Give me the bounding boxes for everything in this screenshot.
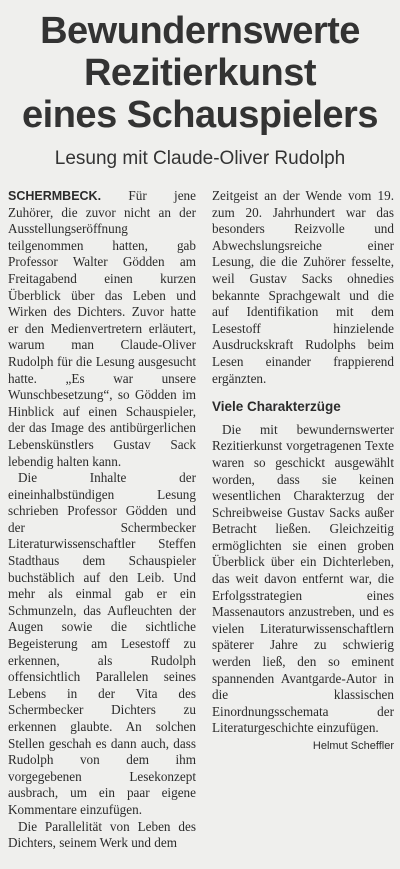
byline: Helmut Scheffler xyxy=(312,740,394,752)
paragraph-2: Die Inhalte der eineinhalbstündigen Lesung schrieben Professor Gödden und der Schermbecker Literaturwissenschaftler Steffen Stadthaus dem Schauspieler buchstäblich auf den Leib. Und mehr als einmal gab er ein Schmunzeln, das Aufleuchten der Augen sowie die sichtliche Begeisterung am Lesestoff zu erkennen, als Rudolph offensichtlich Parallelen seines Lebens in der Vita des Schermbecker Dichters zu erkennen glaubte. An solchen Stellen geschah es dann auch, dass Rudolph von dem ihm vorgegebenen Lesekonzept ausbrach, um ein paar eigene Kommentare einzufügen. xyxy=(8,470,196,817)
paragraph-1-text: Für jene Zuhörer, die zuvor nicht an der Ausstellungseröffnung teilgenommen hatten, gab Professor Walter Gödden am Freitagabend einen kurzen Überblick über das Leben und Wirken des Dichters. Zuvor hatte er den Medienvertretern erläutert, warum man Claude-Oliver Rudolph für die Lesung ausgesucht hatte. „Es war unsere Wunschbesetzung“, so Gödden im Hinblick auf einen Schauspieler, der das Image des antibürgerlichen Lebenskünstlers Gustav Sack lebendig halten kann. xyxy=(8,188,196,469)
dateline: SCHERMBECK. xyxy=(8,189,102,203)
article-column-left xyxy=(8,188,196,852)
paragraph-4 xyxy=(212,421,394,752)
paragraph-4-text: Die mit bewundernswerter Rezitierkunst vorgetragenen Texte waren so geschickt ausgewählt worden, dass sie keinen wesentlichen Charakterzug der Schreibweise Gustav Sacks außer Betracht ließen. Gleichzeitig ermöglichten sie einen groben Überblick über ein Dichterleben, das weit davon entfernt war, die Erfolgsstrategien eines Massenautors anzustreben, und es vielen Literaturwissenschaftlern späterer Jahre zu schwierig werden ließ, den so eminent spannenden Avantgarde-Autor in die klassischen Einordnungsschemata der Literaturgeschichte einzufügen. xyxy=(212,421,394,736)
headline xyxy=(0,10,400,136)
paragraph-3-text: Die Parallelität von Leben des Dichters, seinem Werk und dem xyxy=(8,818,196,851)
headline-line-2: Rezitierkunst xyxy=(83,52,317,94)
paragraph-3-start xyxy=(8,819,196,852)
article-column-right xyxy=(212,188,394,755)
paragraph-1 xyxy=(8,188,196,470)
headline-line-1: Bewundernswerte xyxy=(40,10,360,52)
paragraph-3-continued: Zeitgeist an der Wende vom 19. zum 20. Jahrhundert war das besonders Reizvolle und Abwechslungsreiche einer Lesung, die die Zuhörer fesselte, weil Gustav Sacks ohnedies bekannte Sprachgewalt und die auf Identifikation mit dem Lesestoff hinzielende Ausdruckskraft Rudolphs beim Lesen einander frappierend ergänzten. xyxy=(212,188,394,386)
headline-line-3: eines Schauspielers xyxy=(22,94,378,136)
subheadline: Lesung mit Claude-Oliver Rudolph xyxy=(54,148,346,169)
crosshead: Viele Charakterzüge xyxy=(212,399,341,415)
